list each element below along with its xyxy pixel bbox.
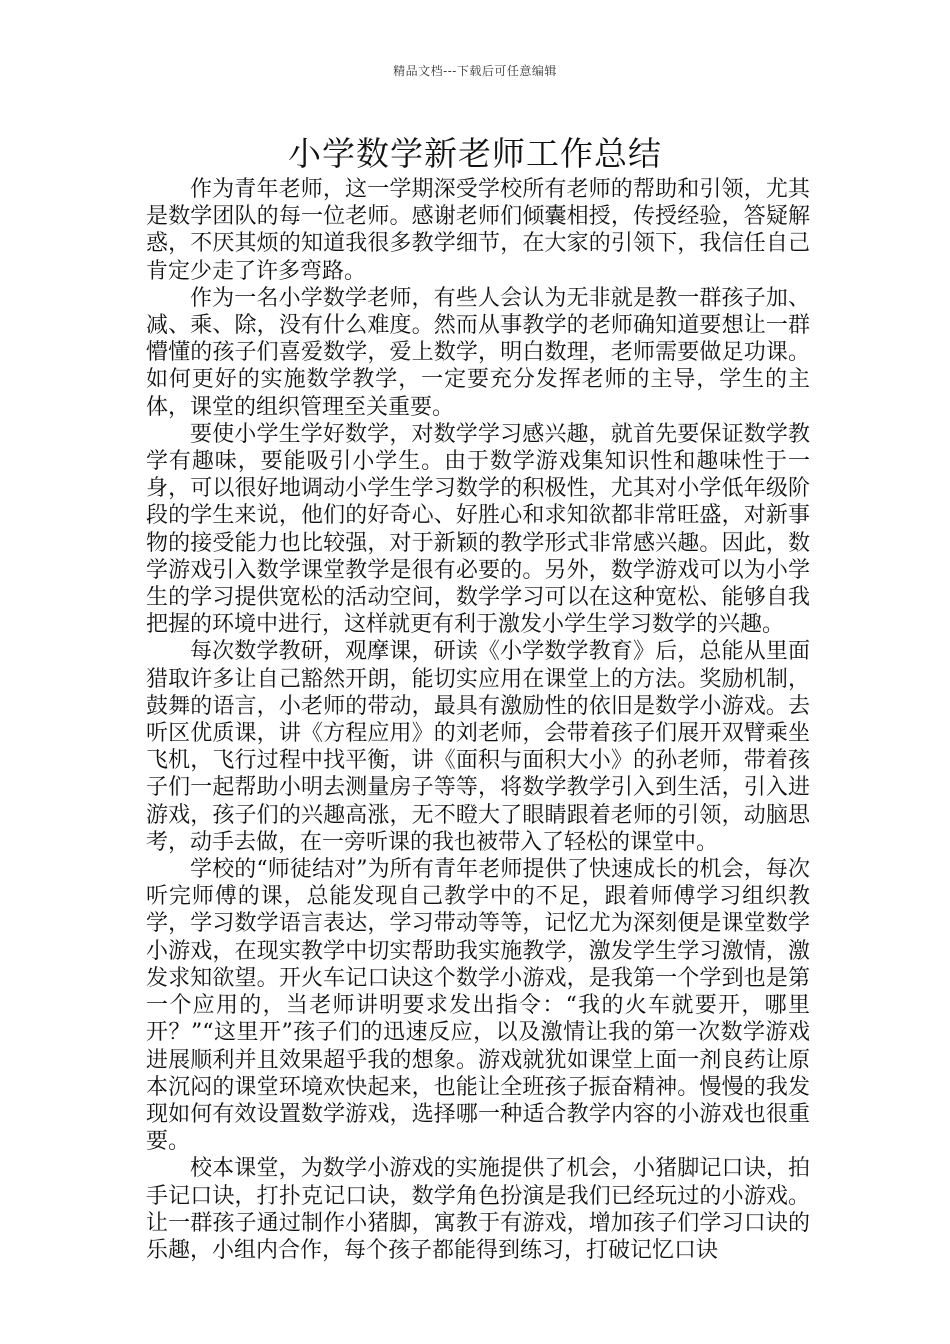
paragraph-1: 作为青年老师，这一学期深受学校所有老师的帮助和引领，尤其是数学团队的每一位老师。感谢老师们倾囊相授，传授经验，答疑解惑，不厌其烦的知道我很多教学细节，在大家的引领下，我信任自己肯定少走了许多弯路。 bbox=[146, 177, 810, 284]
paragraph-4: 每次数学教研，观摩课，研读《小学数学教育》后，总能从里面猎取许多让自己豁然开朗，能切实应用在课堂上的方法。奖励机制，鼓舞的语言，小老师的带动，最具有激励性的依旧是数学小游戏。去听区优质课，讲《方程应用》的刘老师，会带着孩子们展开双臂乘坐飞机，飞行过程中找平衡，讲《面积与面积大小》的孙老师，带着孩子们一起帮助小明去测量房子等等，将数学教学引入到生活，引入进游戏，孩子们的兴趣高涨，无不瞪大了眼睛跟着老师的引领，动脑思考，动手去做，在一旁听课的我也被带入了轻松的课堂中。 bbox=[146, 639, 810, 855]
header-note: 精品文档---下载后可任意编辑 bbox=[393, 64, 557, 78]
paragraph-3: 要使小学生学好数学，对数学学习感兴趣，就首先要保证数学教学有趣味，要能吸引小学生。由于数学游戏集知识性和趣味性于一身，可以很好地调动小学生学习数学的积极性，尤其对小学低年级阶段的学生来说，他们的好奇心、好胜心和求知欲都非常旺盛，对新事物的接受能力也比较强，对于新颖的教学形式非常感兴趣。因此，数学游戏引入数学课堂教学是很有必要的。另外，数学游戏可以为小学生的学习提供宽松的活动空间，数学学习可以在这种宽松、能够自我把握的环境中进行，这样就更有利于激发小学生学习数学的兴趣。 bbox=[146, 421, 810, 638]
paragraph-5: 学校的“师徒结对”为所有青年老师提供了快速成长的机会，每次听完师傅的课，总能发现自己教学中的不足，跟着师傅学习组织教学，学习数学语言表达，学习带动等等，记忆尤为深刻便是课堂数学小游戏，在现实教学中切实帮助我实施教学，激发学生学习激情，激发求知欲望。开火车记口诀这个数学小游戏，是我第一个学到也是第一个应用的，当老师讲明要求发出指令：“我的火车就要开，哪里开？”“这里开”孩子们的迅速反应，以及激情让我的第一次数学游戏进展顺利并且效果超乎我的想象。游戏就犹如课堂上面一剂良药让原本沉闷的课堂环境欢快起来，也能让全班孩子振奋精神。慢慢的我发现如何有效设置数学游戏，选择哪一种适合教学内容的小游戏也很重要。 bbox=[146, 857, 810, 1155]
document-body bbox=[146, 176, 810, 1264]
paragraph-6: 校本课堂，为数学小游戏的实施提供了机会，小猪脚记口诀，拍手记口诀，打扑克记口诀，数学角色扮演是我们已经玩过的小游戏。让一群孩子通过制作小猪脚，寓教于有游戏，增加孩子们学习口诀的乐趣，小组内合作，每个孩子都能得到练习，打破记忆口诀 bbox=[146, 1156, 810, 1263]
document-title: 小学数学新老师工作总结 bbox=[288, 134, 662, 173]
paragraph-2: 作为一名小学数学老师，有些人会认为无非就是教一群孩子加、减、乘、除，没有什么难度。然而从事教学的老师确知道要想让一群懵懂的孩子们喜爱数学，爱上数学，明白数理，老师需要做足功课。如何更好的实施数学教学，一定要充分发挥老师的主导，学生的主体，课堂的组织管理至关重要。 bbox=[146, 285, 810, 420]
